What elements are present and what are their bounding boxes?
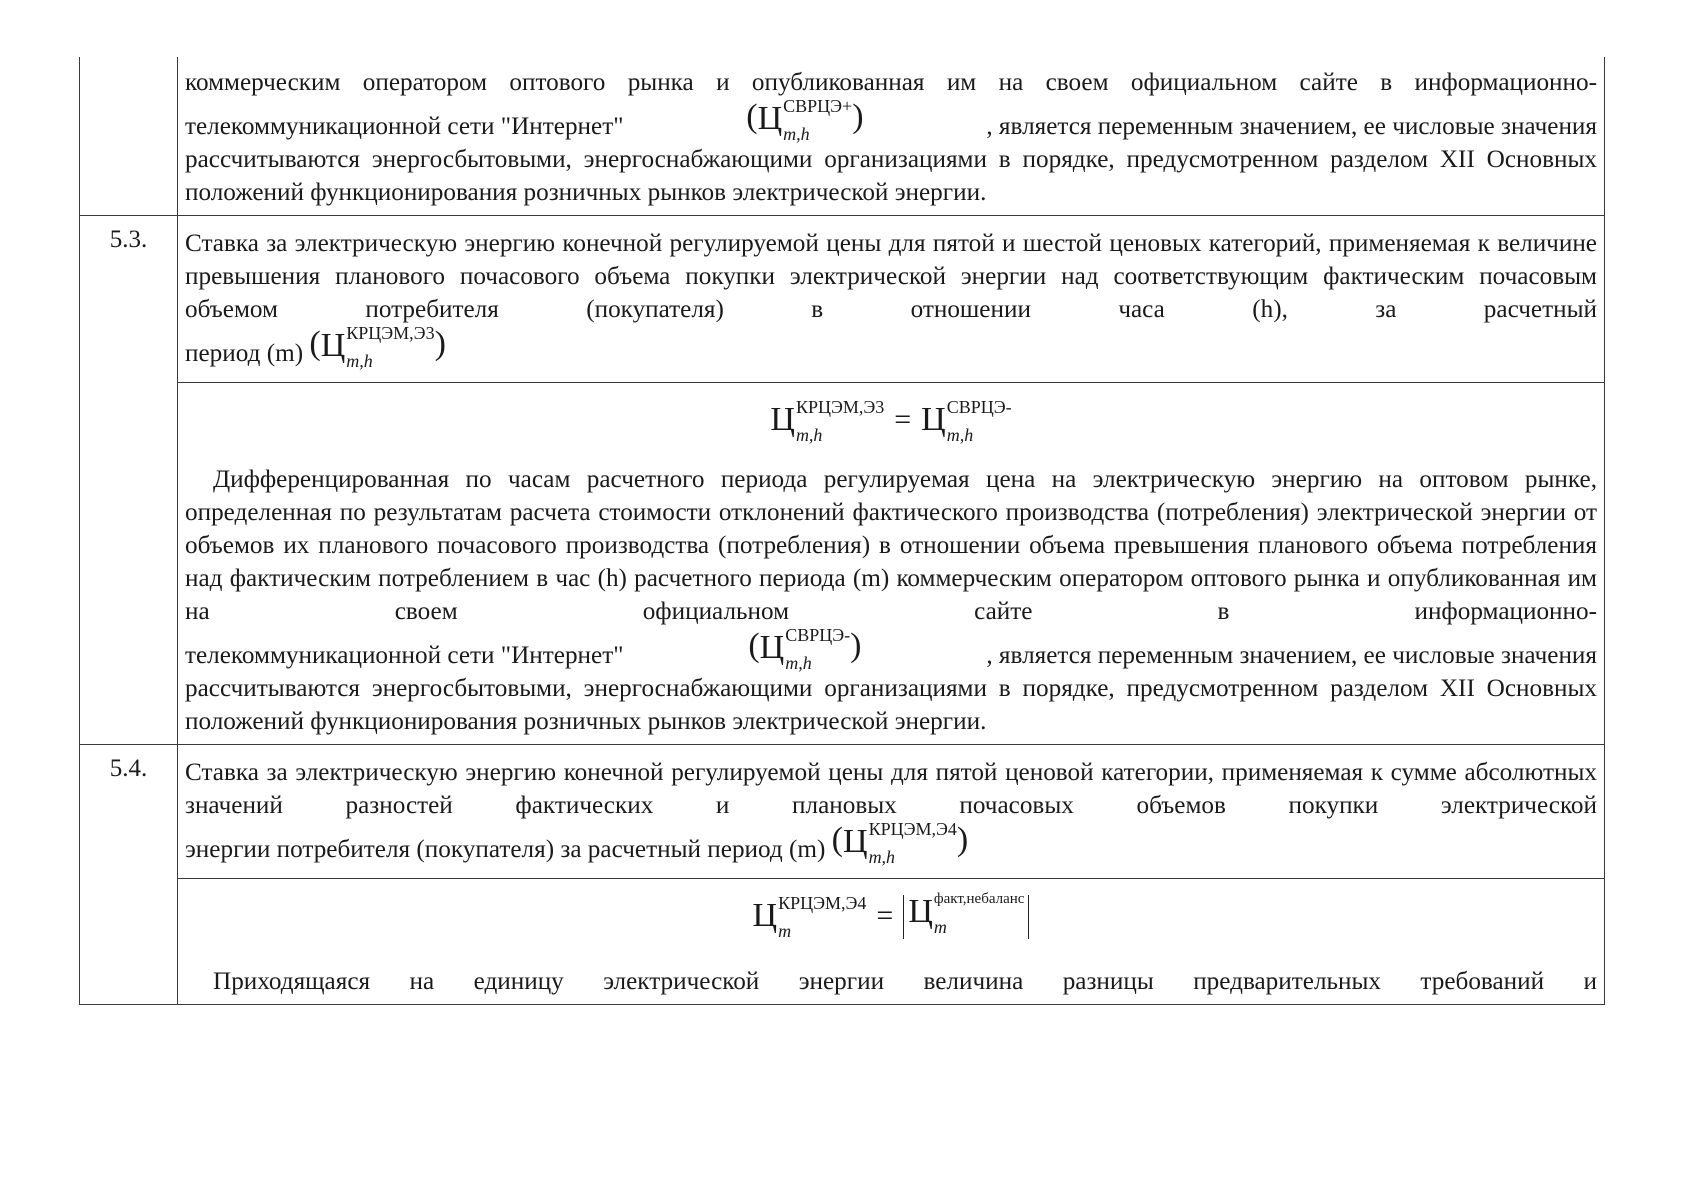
text-fragment: телекоммуникационной сети "Интернет" — [185, 642, 624, 669]
inline-formula: ( Ц СВРЦЭ+ m,h ) — [746, 96, 864, 144]
table-row-5-4-formula — [80, 879, 1605, 1005]
text-line: коммерческим оператором оптового рынка и опубликованная им на своем официальном сайте в информационно- — [185, 69, 1597, 96]
text-paragraph: Дифференцированная по часам расчетного периода регулируемая цена на электрическую энергию на оптовом рынке, определенная по результатам расчета стоимости отклонений фактического производства (потребления) электрической энергии от объемов их планового почасового производства (потребления) в отношении объема превышения планового объема потребления над фактическим потреблением в час (h) расчетного периода (m) коммерческим оператором оптового рынка и опубликованная им на своем официальном сайте в информационно- — [185, 466, 1597, 625]
formula-superscript: СВРЦЭ- — [785, 625, 851, 645]
row-number-empty — [80, 57, 178, 216]
formula-symbol: Ц — [770, 401, 795, 438]
absolute-value-bars — [903, 891, 1029, 939]
row-content — [178, 383, 1605, 745]
formula-subscript: m,h — [785, 653, 812, 673]
formula-symbol: Ц — [843, 823, 868, 860]
text-paragraph: Приходящаяся на единицу электрической энергии величина разницы предварительных требований и — [213, 968, 1597, 995]
row-number: 5.3. — [80, 216, 178, 745]
formula-superscript: КРЦЭМ,Э3 — [795, 397, 885, 417]
text-paragraph: Ставка за электрическую энергию конечной регулируемой цены для пятой и шестой ценовых категорий, применяемая к величине превышения планового почасового объема покупки электрической энергии над соответствующим фактическим почасовым объемом потребителя (покупателя) в отношении часа (h), за расчетный — [185, 230, 1597, 323]
formula-subscript: m,h — [946, 425, 974, 445]
formula-symbol: Ц — [908, 893, 933, 930]
display-formula — [185, 885, 1597, 959]
equals-sign: = — [894, 403, 912, 436]
text-paragraph: Ставка за электрическую энергию конечной регулируемой цены для пятой ценовой категории, применяемая к сумме абсолютных значений разностей фактических и плановых почасовых объемов покупки электрической — [185, 759, 1597, 819]
equals-sign: = — [876, 899, 894, 932]
formula-superscript: КРЦЭМ,Э4 — [778, 893, 867, 913]
formula-subscript: m — [933, 917, 947, 937]
formula-subscript: m,h — [795, 425, 823, 445]
formula-subscript: m — [778, 921, 792, 941]
formula-superscript: СВРЦЭ- — [946, 397, 1012, 417]
table-row-5-3-formula — [80, 383, 1605, 745]
formula-subscript: m,h — [346, 351, 373, 371]
formula-symbol: Ц — [921, 401, 946, 438]
text-line-with-formula — [185, 96, 1597, 144]
table-row-5-3 — [80, 216, 1605, 383]
text-fragment: период (m) — [185, 340, 304, 367]
formula-symbol: Ц — [320, 327, 346, 364]
text-line-with-formula — [185, 819, 1597, 867]
row-content — [178, 879, 1605, 1005]
tariff-table — [79, 57, 1605, 1005]
text-paragraph: рассчитываются энергосбытовыми, энергоснабжающими организациями в порядке, предусмотренном разделом XII Основных положений функционирования розничных рынков электрической энергии. — [185, 146, 1597, 206]
row-content — [178, 57, 1605, 216]
text-line-with-formula — [185, 323, 1597, 371]
formula-subscript: m,h — [868, 847, 896, 867]
formula-subscript: m,h — [783, 124, 810, 144]
text-fragment: энергии потребителя (покупателя) за расчетный период (m) — [185, 836, 826, 863]
row-number: 5.4. — [80, 745, 178, 1005]
inline-formula: ( Ц КРЦЭМ,Э4 m,h ) — [831, 819, 969, 867]
text-fragment: , является переменным значением, ее числовые значения — [986, 642, 1597, 669]
formula-superscript: КРЦЭМ,Э4 — [868, 819, 957, 839]
formula-superscript: СВРЦЭ+ — [783, 96, 853, 116]
formula-superscript: факт,небаланс — [933, 891, 1025, 907]
text-fragment: , является переменным значением, ее числовые значения — [986, 113, 1597, 140]
text-line-with-formula — [185, 625, 1597, 673]
formula-symbol: Ц — [759, 629, 785, 666]
table-row-continuation — [80, 57, 1605, 216]
text-fragment: телекоммуникационной сети "Интернет" — [185, 113, 624, 140]
formula-symbol: Ц — [752, 897, 778, 934]
formula-superscript: КРЦЭМ,Э3 — [346, 323, 435, 343]
row-content — [178, 745, 1605, 879]
text-paragraph: рассчитываются энергосбытовыми, энергоснабжающими организациями в порядке, предусмотренном разделом XII Основных положений функционирования розничных рынков электрической энергии. — [185, 675, 1597, 735]
formula-symbol: Ц — [757, 100, 783, 137]
table-row-5-4 — [80, 745, 1605, 879]
inline-formula: ( Ц СВРЦЭ- m,h ) — [748, 625, 862, 673]
inline-formula: ( Ц КРЦЭМ,Э3 m,h ) — [309, 323, 446, 371]
display-formula — [185, 389, 1597, 463]
row-content — [178, 216, 1605, 383]
